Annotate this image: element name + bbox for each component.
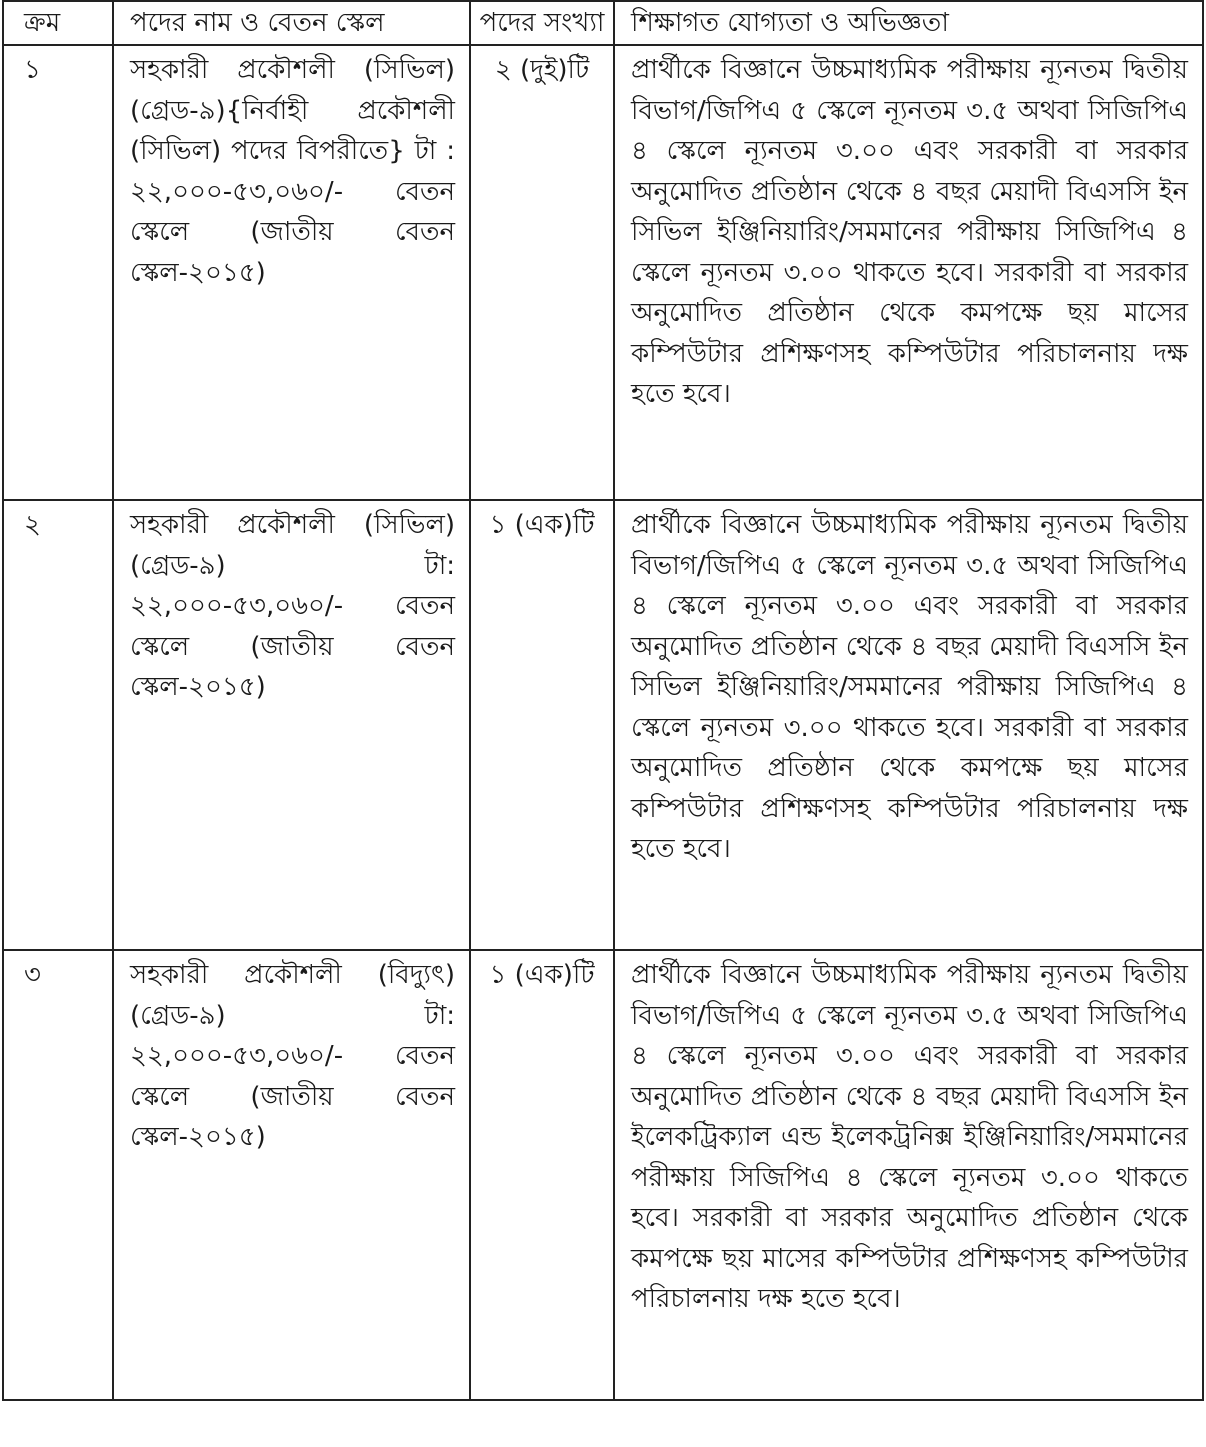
header-qualification: শিক্ষাগত যোগ্যতা ও অভিজ্ঞতা: [614, 1, 1203, 45]
row-qualification: প্রার্থীকে বিজ্ঞানে উচ্চমাধ্যমিক পরীক্ষায় ন্যূনতম দ্বিতীয় বিভাগ/জিপিএ ৫ স্কেলে ন্যূনতম ৩.৫ অথবা সিজিপিএ ৪ স্কেলে ন্যূনতম ৩.০০ এবং সরকারী বা সরকার অনুমোদিত প্রতিষ্ঠান থেকে ৪ বছর মেয়াদী বিএসসি ইন সিভিল ইঞ্জিনিয়ারিং/সমমানের পরীক্ষায় সিজিপিএ ৪ স্কেলে ন্যূনতম ৩.০০ থাকতে হবে। সরকারী বা সরকার অনুমোদিত প্রতিষ্ঠান থেকে কমপক্ষে ছয় মাসের কম্পিউটার প্রশিক্ষণসহ কম্পিউটার পরিচালনায় দক্ষ হতে হবে।: [614, 45, 1203, 500]
table-header: [3, 1, 1203, 45]
recruitment-table: [2, 0, 1204, 1401]
row-post-count: ১ (এক)টি: [470, 950, 614, 1400]
row-post-name-scale: সহকারী প্রকৌশলী (সিভিল) (গ্রেড-৯){নির্বাহী প্রকৌশলী (সিভিল) পদের বিপরীতে} টা : ২২,০০০-৫৩,০৬০/- বেতন স্কেলে (জাতীয় বেতন স্কেল-২০১৫): [113, 45, 470, 500]
row-post-count: ২ (দুই)টি: [470, 45, 614, 500]
row-qualification: প্রার্থীকে বিজ্ঞানে উচ্চমাধ্যমিক পরীক্ষায় ন্যূনতম দ্বিতীয় বিভাগ/জিপিএ ৫ স্কেলে ন্যূনতম ৩.৫ অথবা সিজিপিএ ৪ স্কেলে ন্যূনতম ৩.০০ এবং সরকারী বা সরকার অনুমোদিত প্রতিষ্ঠান থেকে ৪ বছর মেয়াদী বিএসসি ইন ইলেকট্রিক্যাল এন্ড ইলেকট্রনিক্স ইঞ্জিনিয়ারিং/সমমানের পরীক্ষায় সিজিপিএ ৪ স্কেলে ন্যূনতম ৩.০০ থাকতে হবে। সরকারী বা সরকার অনুমোদিত প্রতিষ্ঠান থেকে কমপক্ষে ছয় মাসের কম্পিউটার প্রশিক্ষণসহ কম্পিউটার পরিচালনায় দক্ষ হতে হবে।: [614, 950, 1203, 1400]
row-qualification: প্রার্থীকে বিজ্ঞানে উচ্চমাধ্যমিক পরীক্ষায় ন্যূনতম দ্বিতীয় বিভাগ/জিপিএ ৫ স্কেলে ন্যূনতম ৩.৫ অথবা সিজিপিএ ৪ স্কেলে ন্যূনতম ৩.০০ এবং সরকারী বা সরকার অনুমোদিত প্রতিষ্ঠান থেকে ৪ বছর মেয়াদী বিএসসি ইন সিভিল ইঞ্জিনিয়ারিং/সমমানের পরীক্ষায় সিজিপিএ ৪ স্কেলে ন্যূনতম ৩.০০ থাকতে হবে। সরকারী বা সরকার অনুমোদিত প্রতিষ্ঠান থেকে কমপক্ষে ছয় মাসের কম্পিউটার প্রশিক্ষণসহ কম্পিউটার পরিচালনায় দক্ষ হতে হবে।: [614, 500, 1203, 950]
header-row: [3, 1, 1203, 45]
table-row: [3, 500, 1203, 950]
row-serial: ২: [3, 500, 113, 950]
row-post-name-scale: সহকারী প্রকৌশলী (বিদ্যুৎ) (গ্রেড-৯) টা: ২২,০০০-৫৩,০৬০/- বেতন স্কেলে (জাতীয় বেতন স্কেল-২০১৫): [113, 950, 470, 1400]
header-serial: ক্রম: [3, 1, 113, 45]
table-row: [3, 950, 1203, 1400]
header-post-name-scale: পদের নাম ও বেতন স্কেল: [113, 1, 470, 45]
table-body: [3, 45, 1203, 1400]
table-row: [3, 45, 1203, 500]
header-post-count: পদের সংখ্যা: [470, 1, 614, 45]
row-serial: ১: [3, 45, 113, 500]
row-serial: ৩: [3, 950, 113, 1400]
row-post-count: ১ (এক)টি: [470, 500, 614, 950]
row-post-name-scale: সহকারী প্রকৌশলী (সিভিল) (গ্রেড-৯) টা: ২২,০০০-৫৩,০৬০/- বেতন স্কেলে (জাতীয় বেতন স্কেল-২০১৫): [113, 500, 470, 950]
